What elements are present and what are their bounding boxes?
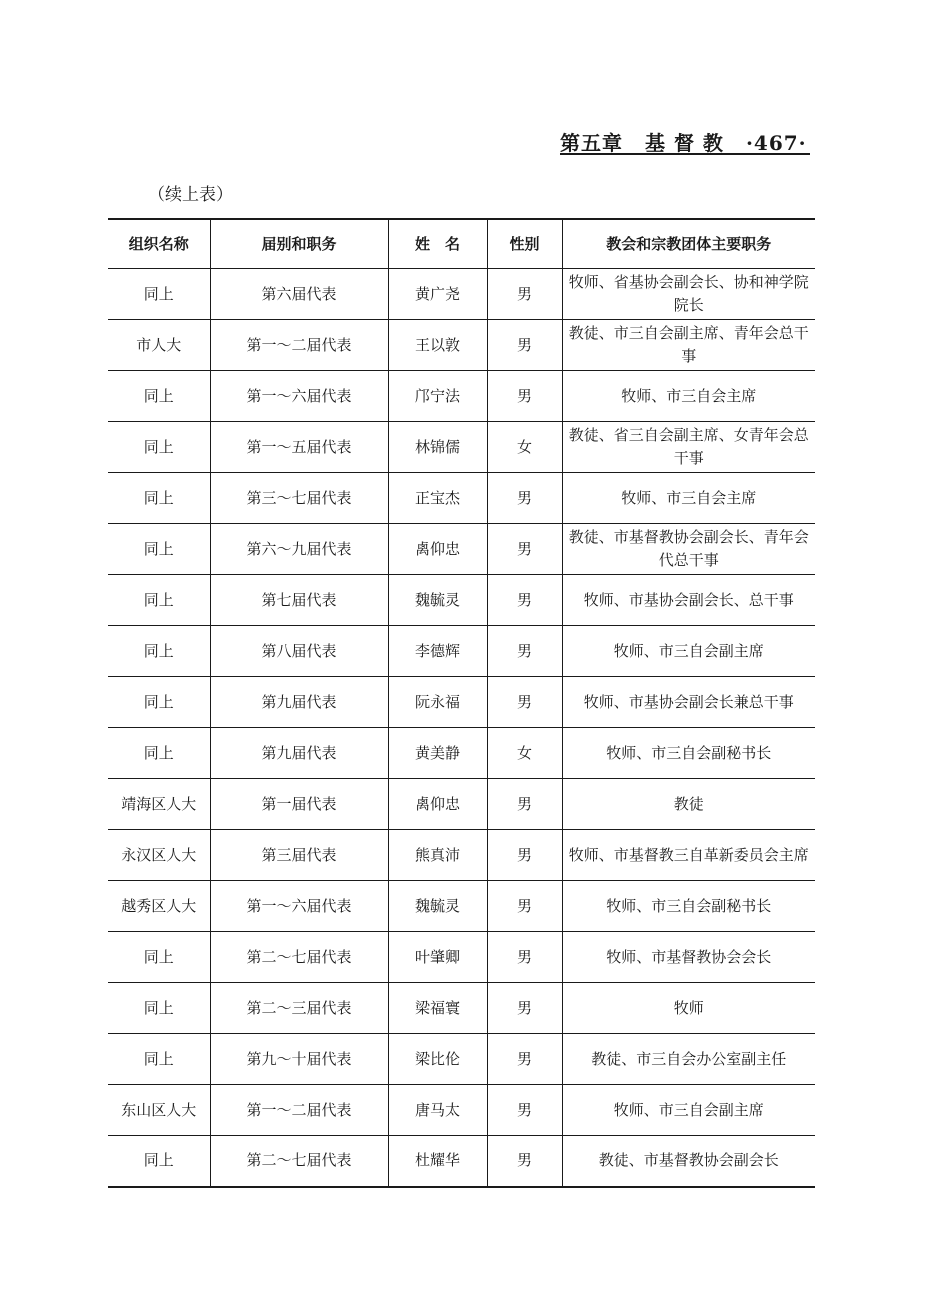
cell-duty: 教徒、市三自会办公室副主任: [562, 1034, 815, 1085]
cell-duty: 教徒、市基督教协会副会长、青年会代总干事: [562, 524, 815, 575]
cell-gender: 男: [487, 983, 562, 1034]
cell-name: 梁福寰: [388, 983, 487, 1034]
cell-gender: 男: [487, 881, 562, 932]
column-header-org: 组织名称: [108, 219, 210, 269]
cell-term: 第二～三届代表: [210, 983, 388, 1034]
cell-name: 邝宁法: [388, 371, 487, 422]
cell-term: 第一～六届代表: [210, 881, 388, 932]
continued-label: （续上表）: [148, 185, 233, 205]
cell-term: 第三届代表: [210, 830, 388, 881]
cell-gender: 女: [487, 728, 562, 779]
cell-duty: 牧师、省基协会副会长、协和神学院院长: [562, 269, 815, 320]
header-rule: [560, 153, 810, 155]
representatives-table: [108, 218, 815, 1188]
cell-duty: 牧师、市三自会主席: [562, 473, 815, 524]
cell-term: 第八届代表: [210, 626, 388, 677]
cell-term: 第九届代表: [210, 677, 388, 728]
column-header-term: 届别和职务: [210, 219, 388, 269]
table-row: [108, 1085, 815, 1136]
section-title: 基 督 教: [645, 131, 724, 155]
cell-term: 第一届代表: [210, 779, 388, 830]
cell-term: 第三～七届代表: [210, 473, 388, 524]
cell-term: 第九届代表: [210, 728, 388, 779]
cell-gender: 男: [487, 932, 562, 983]
cell-org: 东山区人大: [108, 1085, 210, 1136]
cell-term: 第一～六届代表: [210, 371, 388, 422]
table-row: [108, 422, 815, 473]
cell-org: 同上: [108, 269, 210, 320]
cell-term: 第九～十届代表: [210, 1034, 388, 1085]
cell-duty: 牧师、市基督教协会会长: [562, 932, 815, 983]
cell-duty: 牧师、市三自会主席: [562, 371, 815, 422]
cell-gender: 男: [487, 1085, 562, 1136]
table-row: [108, 728, 815, 779]
cell-gender: 男: [487, 626, 562, 677]
column-header-duty: 教会和宗教团体主要职务: [562, 219, 815, 269]
cell-name: 阮永福: [388, 677, 487, 728]
cell-gender: 男: [487, 575, 562, 626]
cell-duty: 教徒、省三自会副主席、女青年会总干事: [562, 422, 815, 473]
cell-duty: 牧师: [562, 983, 815, 1034]
cell-org: 同上: [108, 983, 210, 1034]
cell-term: 第六～九届代表: [210, 524, 388, 575]
cell-org: 同上: [108, 371, 210, 422]
cell-term: 第一～二届代表: [210, 1085, 388, 1136]
cell-term: 第七届代表: [210, 575, 388, 626]
cell-name: 黄广尧: [388, 269, 487, 320]
cell-duty: 牧师、市三自会副秘书长: [562, 728, 815, 779]
cell-term: 第二～七届代表: [210, 932, 388, 983]
cell-org: 靖海区人大: [108, 779, 210, 830]
table-row: [108, 524, 815, 575]
cell-name: 禼仰忠: [388, 524, 487, 575]
cell-org: 同上: [108, 422, 210, 473]
cell-gender: 男: [487, 524, 562, 575]
cell-gender: 男: [487, 269, 562, 320]
cell-duty: 牧师、市基协会副会长兼总干事: [562, 677, 815, 728]
cell-org: 永汉区人大: [108, 830, 210, 881]
cell-duty: 教徒、市基督教协会副会长: [562, 1136, 815, 1187]
cell-name: 禼仰忠: [388, 779, 487, 830]
cell-duty: 牧师、市基协会副会长、总干事: [562, 575, 815, 626]
cell-gender: 男: [487, 1136, 562, 1187]
cell-gender: 男: [487, 473, 562, 524]
table-row: [108, 881, 815, 932]
cell-term: 第六届代表: [210, 269, 388, 320]
cell-name: 正宝杰: [388, 473, 487, 524]
cell-org: 同上: [108, 473, 210, 524]
cell-name: 李德辉: [388, 626, 487, 677]
cell-org: 同上: [108, 626, 210, 677]
chapter-title: 第五章: [560, 131, 623, 155]
cell-gender: 女: [487, 422, 562, 473]
table-header-row: [108, 219, 815, 269]
table-row: [108, 932, 815, 983]
cell-duty: 牧师、市基督教三自革新委员会主席: [562, 830, 815, 881]
cell-duty: 教徒、市三自会副主席、青年会总干事: [562, 320, 815, 371]
cell-name: 梁比伦: [388, 1034, 487, 1085]
table-row: [108, 983, 815, 1034]
cell-org: 同上: [108, 677, 210, 728]
cell-name: 王以敦: [388, 320, 487, 371]
cell-name: 林锦儒: [388, 422, 487, 473]
cell-gender: 男: [487, 830, 562, 881]
cell-name: 叶肇卿: [388, 932, 487, 983]
cell-name: 熊真沛: [388, 830, 487, 881]
cell-org: 同上: [108, 932, 210, 983]
cell-org: 市人大: [108, 320, 210, 371]
column-header-gender: 性别: [487, 219, 562, 269]
page-header: [560, 127, 807, 156]
cell-gender: 男: [487, 779, 562, 830]
table-row: [108, 320, 815, 371]
cell-org: 同上: [108, 524, 210, 575]
table-row: [108, 677, 815, 728]
cell-gender: 男: [487, 320, 562, 371]
cell-duty: 牧师、市三自会副主席: [562, 626, 815, 677]
table-row: [108, 371, 815, 422]
cell-org: 同上: [108, 728, 210, 779]
cell-duty: 牧师、市三自会副秘书长: [562, 881, 815, 932]
cell-term: 第一～二届代表: [210, 320, 388, 371]
table-row: [108, 1034, 815, 1085]
cell-gender: 男: [487, 1034, 562, 1085]
cell-gender: 男: [487, 371, 562, 422]
cell-org: 越秀区人大: [108, 881, 210, 932]
table-row: [108, 269, 815, 320]
cell-duty: 教徒: [562, 779, 815, 830]
page-number: ·467·: [745, 131, 807, 155]
table-row: [108, 575, 815, 626]
table-body: [108, 269, 815, 1187]
cell-term: 第二～七届代表: [210, 1136, 388, 1187]
cell-name: 唐马太: [388, 1085, 487, 1136]
table-row: [108, 473, 815, 524]
cell-name: 魏毓灵: [388, 881, 487, 932]
column-header-name: 姓 名: [388, 219, 487, 269]
cell-org: 同上: [108, 1034, 210, 1085]
table-row: [108, 830, 815, 881]
cell-gender: 男: [487, 677, 562, 728]
cell-name: 杜耀华: [388, 1136, 487, 1187]
table-row: [108, 1136, 815, 1187]
cell-duty: 牧师、市三自会副主席: [562, 1085, 815, 1136]
cell-org: 同上: [108, 1136, 210, 1187]
cell-term: 第一～五届代表: [210, 422, 388, 473]
table-row: [108, 626, 815, 677]
cell-org: 同上: [108, 575, 210, 626]
cell-name: 魏毓灵: [388, 575, 487, 626]
cell-name: 黄美静: [388, 728, 487, 779]
table-row: [108, 779, 815, 830]
